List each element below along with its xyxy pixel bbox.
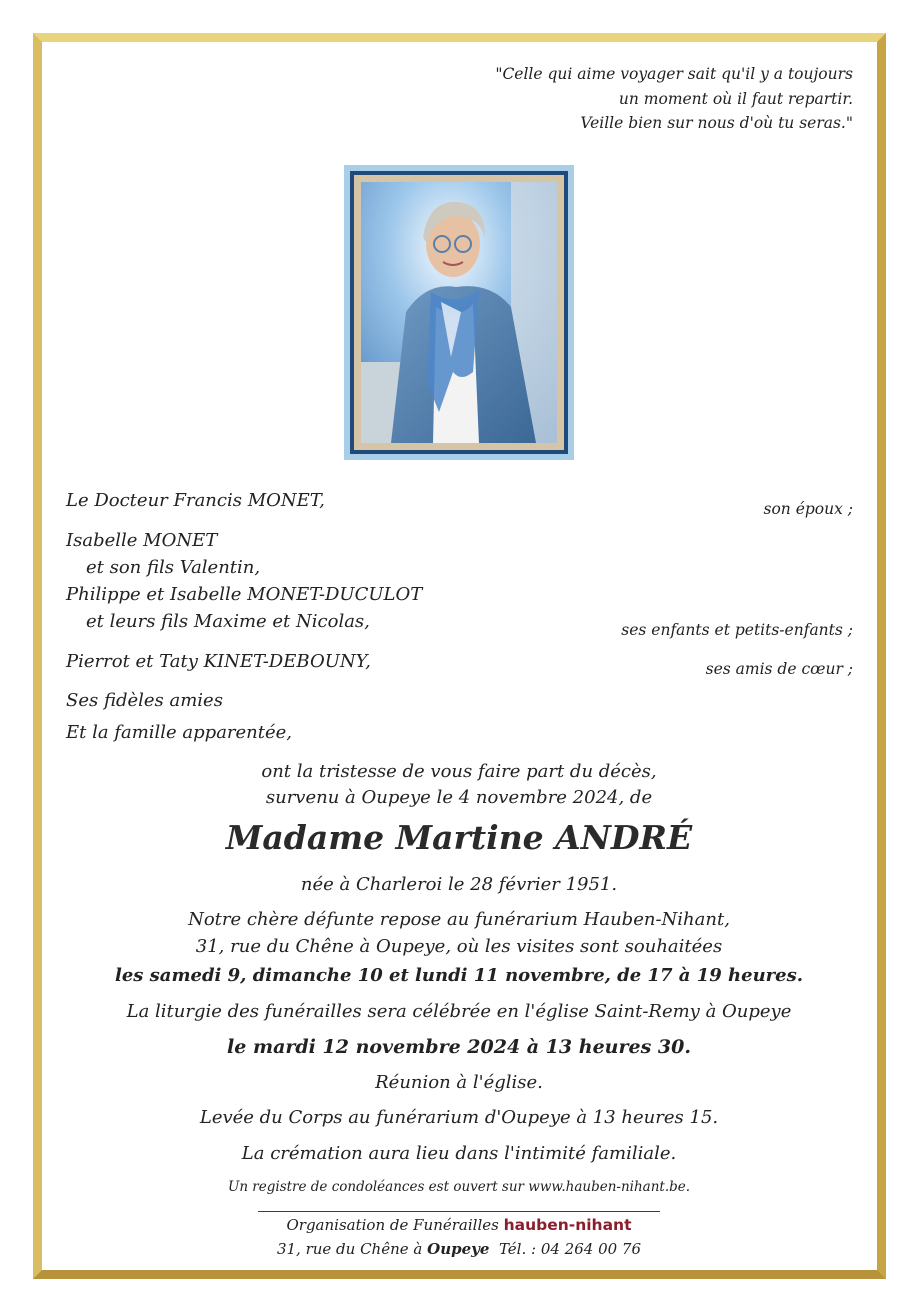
footer-org [60, 1216, 858, 1234]
quote-line: un moment où il faut repartir. [618, 89, 853, 108]
quote-line: Veille bien sur nous d'où tu seras." [580, 114, 853, 132]
family-child-sub: et son fils Valentin, [86, 557, 261, 578]
cremation-info: La crémation aura lieu dans l'intimité familiale. [241, 1143, 677, 1164]
family-spouse-role: son époux ; [763, 500, 853, 518]
family-child: Philippe et Isabelle MONET-DUCULOT [66, 584, 423, 605]
deceased-name: Madame Martine ANDRÉ [225, 818, 693, 857]
announcement-line: survenu à Oupeye le 4 novembre 2024, de [265, 787, 653, 808]
announcement-line: ont la tristesse de vous faire part du décès, [261, 761, 657, 782]
visit-hours: les samedi 9, dimanche 10 et lundi 11 novembre, de 17 à 19 heures. [114, 965, 804, 986]
rest-info: Notre chère défunte repose au funérarium Hauben-Nihant, [188, 909, 730, 930]
epigraph-quote [413, 62, 853, 136]
family-spouse: Le Docteur Francis MONET, [66, 490, 325, 511]
liturgy-date: le mardi 12 novembre 2024 à 13 heures 30. [227, 1036, 691, 1058]
family-others: Ses fidèles amies [66, 690, 223, 711]
footer-org-label: Organisation de Funérailles [286, 1216, 499, 1234]
family-children-role: ses enfants et petits-enfants ; [621, 621, 853, 639]
family-child-sub: et leurs fils Maxime et Nicolas, [86, 611, 370, 632]
meeting-info: Réunion à l'église. [375, 1072, 543, 1093]
footer-phone: Tél. : 04 264 00 76 [498, 1240, 642, 1258]
liturgy-info: La liturgie des funérailles sera célébrée en l'église Saint-Remy à Oupeye [126, 1001, 792, 1022]
footer-divider [258, 1211, 660, 1212]
liturgy-date-text: le mardi 12 novembre 2024 à 13 heures 30 [227, 1036, 685, 1058]
quote-line: "Celle qui aime voyager sait qu'il y a toujours [495, 65, 853, 83]
family-others: Et la famille apparentée, [66, 722, 293, 743]
family-child: Isabelle MONET [66, 530, 218, 551]
portrait-photo-frame [344, 165, 574, 460]
rest-info: 31, rue du Chêne à Oupeye, où les visites sont souhaitées [195, 936, 723, 957]
brand-logo: hauben-nihant [503, 1216, 632, 1234]
registry-info: Un registre de condoléances est ouvert sur www.hauben-nihant.be. [227, 1179, 691, 1195]
footer-address [60, 1240, 858, 1258]
levee-info: Levée du Corps au funérarium d'Oupeye à 13 heures 15. [199, 1107, 719, 1128]
birth-info: née à Charleroi le 28 février 1951. [300, 874, 618, 895]
family-friends: Pierrot et Taty KINET-DEBOUNY, [66, 651, 371, 672]
visit-hours-text: les samedi 9, dimanche 10 et lundi 11 novembre, de 17 à 19 heures [114, 965, 797, 986]
footer-address-street: 31, rue du Chêne à [276, 1240, 423, 1258]
footer-address-city: Oupeye [427, 1240, 490, 1258]
family-friends-role: ses amis de cœur ; [705, 660, 853, 678]
portrait-photo [361, 182, 557, 443]
